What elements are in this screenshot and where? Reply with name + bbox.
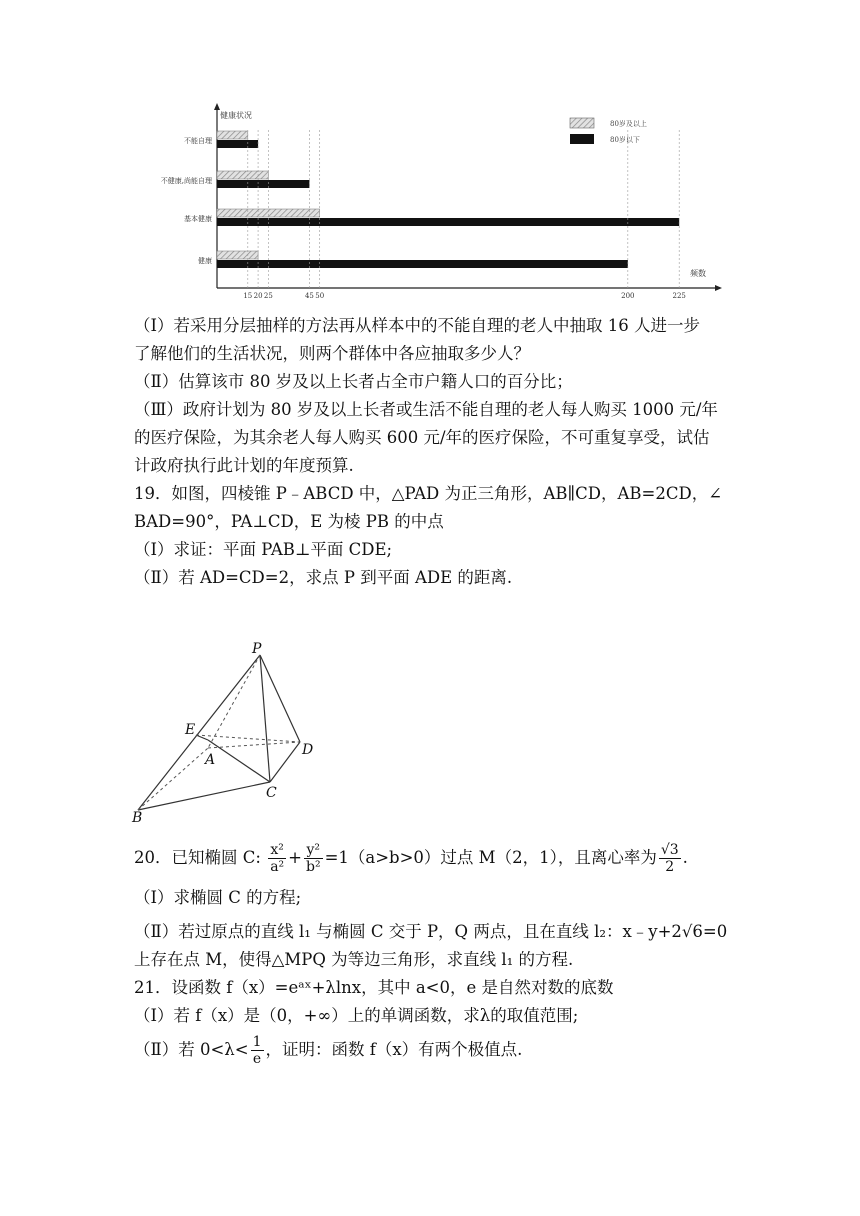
frac-num: √3 [660,842,679,858]
legend-swatch-over80 [570,118,594,128]
bar-under80 [217,140,258,148]
x-axis-arrow [715,285,722,291]
q19-stem-cont: BAD=90°，PA⊥CD，E 为棱 PB 的中点 [134,512,444,531]
category-label: 健康 [198,257,212,265]
bar-over80 [217,131,248,139]
fraction-x2-a2 [268,842,286,875]
y-axis-arrow [214,103,220,110]
x-tick-label: 15 [243,292,253,300]
x-axis-label: 频数 [690,269,706,278]
x-tick-label: 225 [672,292,686,300]
legend-label-over80: 80岁及以上 [610,120,647,128]
label-b: B [132,810,143,825]
x-tick-label: 45 [304,292,314,300]
q21-part2 [134,1030,734,1070]
bar-over80 [217,171,268,179]
frac-num: 1 [252,1034,262,1050]
bar-under80 [217,218,679,226]
fraction-sqrt3-2 [659,842,681,875]
pyramid-figure [130,640,330,825]
q20-stem [134,838,734,878]
label-c: C [266,785,277,801]
frac-num: y² [304,842,323,859]
q21-part2-post: ，证明：函数 f（x）有两个极值点. [265,1040,523,1059]
bar-under80 [217,180,309,188]
x-tick-label: 200 [621,292,635,300]
category-label: 基本健康 [184,215,212,223]
frac-num: x² [268,842,286,859]
q20-part2: （Ⅱ）若过原点的直线 l₁ 与椭圆 C 交于 P，Q 两点，且在直线 l₂：x﹣y+2√6=0 [134,922,728,941]
frac-den: b² [305,859,321,875]
bar-chart [130,100,730,305]
y-axis-label: 健康状况 [220,111,252,120]
q20-part2-cont: 上存在点 M，使得△MPQ 为等边三角形，求直线 l₁ 的方程. [134,950,574,969]
q20-part1: （Ⅰ）求椭圆 C 的方程; [134,888,302,907]
bar-over80 [217,251,258,259]
frac-den: a² [270,859,285,875]
frac-den: 2 [665,859,675,875]
fraction-1-e [251,1034,264,1067]
q18-part3-cont: 的医疗保险，为其余老人每人购买 600 元/年的医疗保险，不可重复享受，试估 [134,428,710,447]
q19-part2: （Ⅱ）若 AD=CD=2，求点 P 到平面 ADE 的距离. [134,568,513,587]
label-a: A [205,752,216,768]
q18-part1: （Ⅰ）若采用分层抽样的方法再从样本中的不能自理的老人中抽取 16 人进一步 [134,316,701,335]
plus-sign: + [288,848,302,867]
q18-part1-cont: 了解他们的生活状况，则两个群体中各应抽取多少人？ [134,344,530,363]
q21-part1: （Ⅰ）若 f（x）是（0，+∞）上的单调函数，求λ的取值范围; [134,1006,579,1025]
period: . [682,848,688,867]
legend-label-under80: 80岁以下 [610,136,640,144]
q18-part3: （Ⅲ）政府计划为 80 岁及以上长者或生活不能自理的老人每人购买 1000 元/年 [134,400,718,419]
fraction-y2-b2 [304,842,323,875]
q18-part2: （Ⅱ）估算该市 80 岁及以上长者占全市户籍人口的百分比； [134,372,573,391]
label-e: E [185,722,196,738]
frac-den: e [252,1051,262,1067]
category-label: 不健康,尚能自理 [160,177,212,185]
x-tick-label: 25 [263,292,273,300]
bar-under80 [217,260,628,268]
label-d: D [302,742,314,758]
x-tick-label: 50 [315,292,325,300]
q21-stem: 21．设函数 f（x）=eᵃˣ+λlnx，其中 a<0，e 是自然对数的底数 [134,978,614,997]
x-tick-label: 20 [253,292,263,300]
label-p: P [252,641,262,657]
q19-stem: 19．如图，四棱锥 P﹣ABCD 中，△PAD 为正三角形，AB∥CD，AB=2CD，∠ [134,484,723,503]
q20-stem-post: =1（a>b>0）过点 M（2，1），且离心率为 [324,848,657,867]
category-label: 不能自理 [184,137,212,145]
legend-swatch-under80 [570,134,594,144]
q19-part1: （Ⅰ）求证：平面 PAB⊥平面 CDE; [134,540,393,559]
q21-part2-pre: （Ⅱ）若 0<λ< [134,1040,249,1059]
q20-stem-pre: 20．已知椭圆 C: [134,848,261,867]
q18-part3-cont2: 计政府执行此计划的年度预算. [134,456,354,475]
